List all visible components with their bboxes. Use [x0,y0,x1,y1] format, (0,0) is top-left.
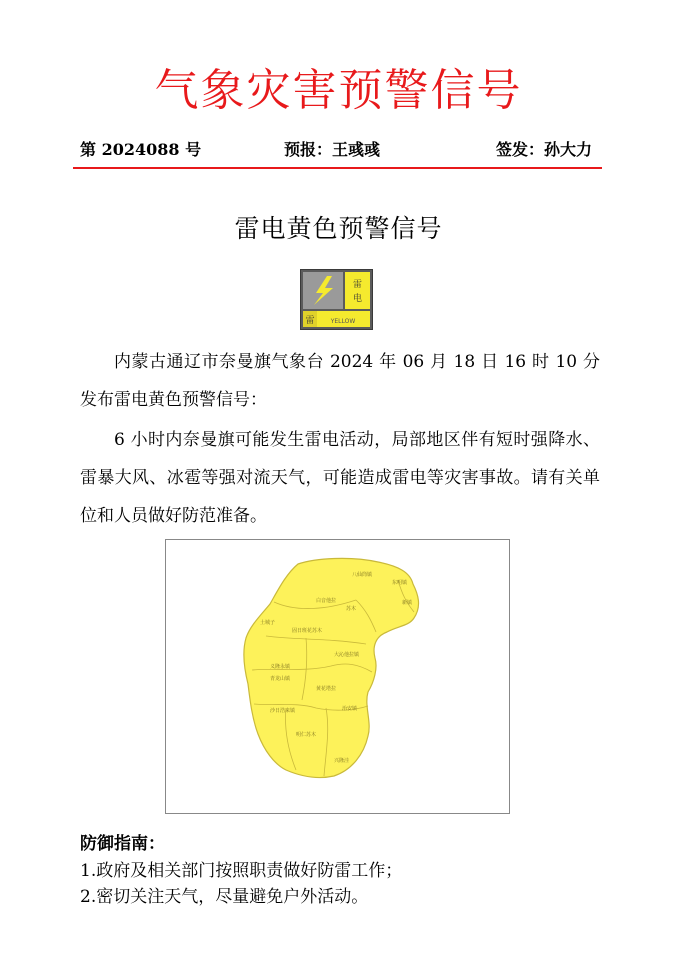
map-label: 东明镇 [392,580,408,586]
guide-item: 2.密切关注天气，尽量避免户外活动。 [80,887,369,907]
map-label: 治安镇 [342,706,358,712]
map-label: 固日班花苏木 [292,628,323,634]
signal-bottom-label: YELLOW [330,318,356,325]
document-meta-row [80,137,592,161]
paragraph-issue-statement: 内蒙古通辽市奈曼旗气象台 2024 年 06 月 18 日 16 时 10 分发布雷电黄色预警信号： [80,352,600,410]
map-label: 大沁他拉镇 [334,652,360,658]
map-label: 黄花塔拉 [316,686,337,692]
signal-right-char: 雷 [352,280,363,290]
forecaster: 预报：王彧彧 [284,140,381,159]
map-label: 沙日浩来镇 [270,708,296,714]
paragraph-warning-content: 6 小时内奈曼旗可能发生雷电活动，局部地区伴有短时强降水、雷暴大风、冰雹等强对流天气，可能造成雷电等灾害事故。请有关单位和人员做好防范准备。 [80,430,600,526]
lightning-yellow-signal-icon [300,269,373,330]
map-label: 土城子 [260,620,276,626]
defense-guide-list [80,858,402,910]
map-label: 苏木 [346,606,357,612]
map-label: 新镇 [402,600,413,606]
map-label: 八仙筒镇 [352,572,373,578]
masthead-title: 气象灾害预警信号 [154,65,523,116]
warning-area-map [165,539,510,814]
map-label: 明仁苏木 [296,732,317,738]
defense-guide-heading: 防御指南： [80,834,165,854]
svg-text:电: 电 [352,294,363,304]
map-label: 兴隆洼 [334,758,350,764]
guide-item: 1.政府及相关部门按照职责做好防雷工作； [80,861,403,881]
map-label: 白音他拉 [316,598,337,604]
red-divider [73,167,602,169]
map-label: 义隆永镇 [270,664,291,670]
issue-number: 第 2024088 号 [80,140,202,159]
page-title: 雷电黄色预警信号 [234,214,443,243]
signal-corner-char: 雷 [305,316,315,326]
signer: 签发：孙大力 [495,140,592,159]
map-label: 青龙山镇 [270,676,291,682]
